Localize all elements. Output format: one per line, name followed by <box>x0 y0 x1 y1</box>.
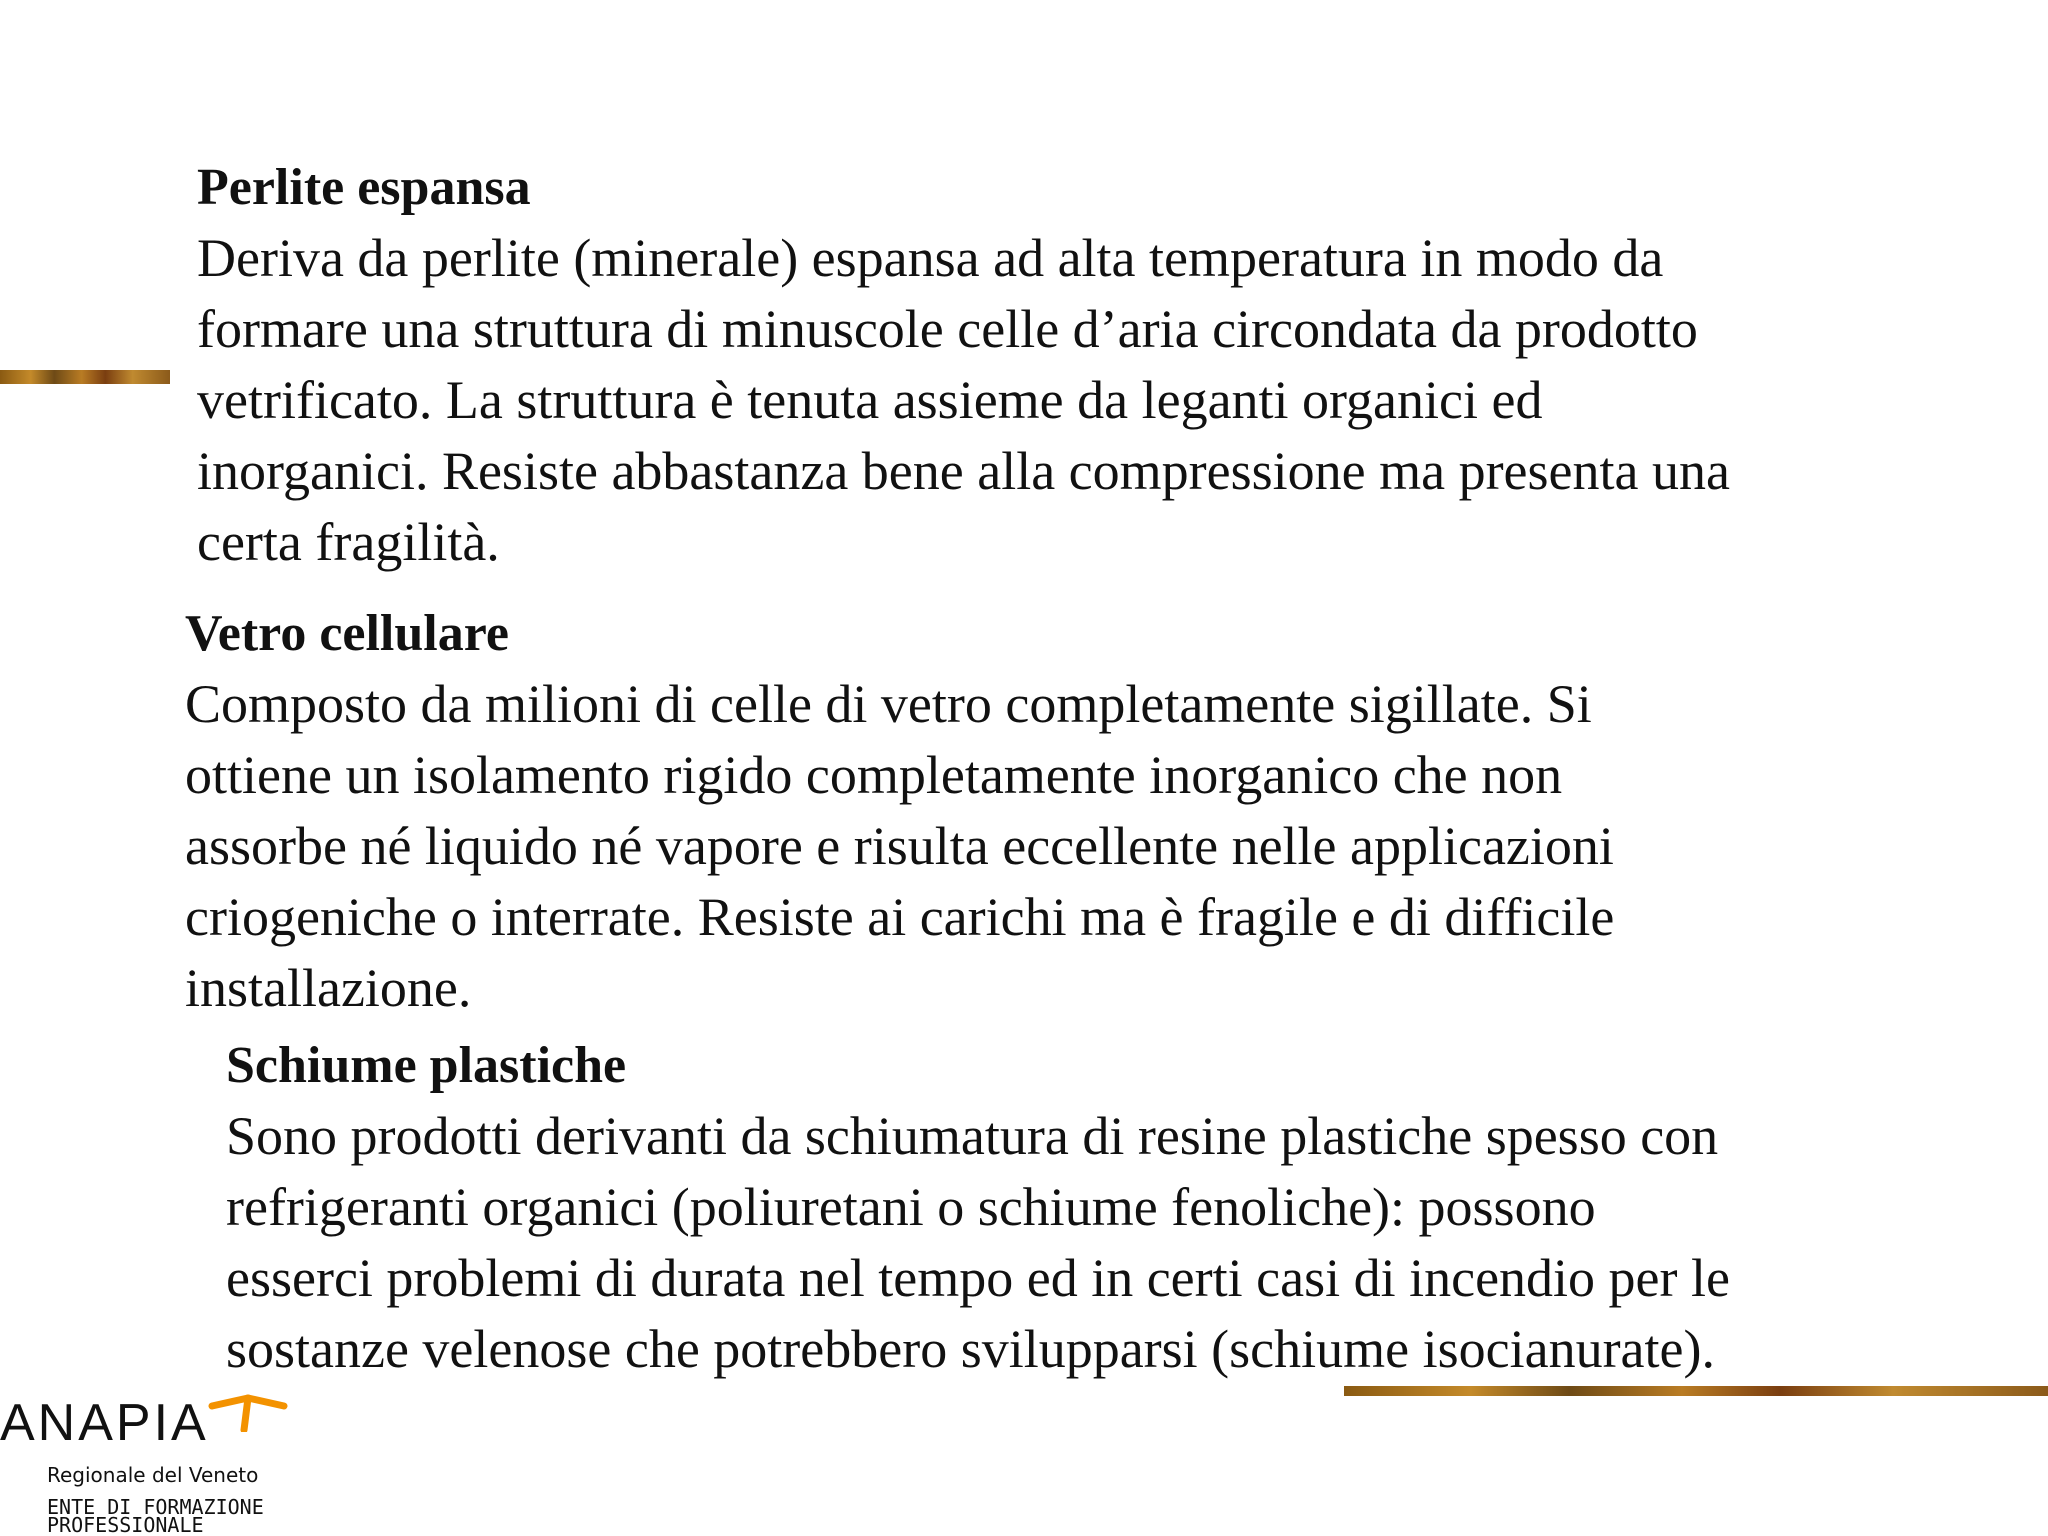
section-perlite-espansa <box>197 152 1897 578</box>
logo-accent-icon <box>208 1392 288 1432</box>
anapia-logo <box>0 1392 300 1536</box>
section-heading: Vetro cellulare <box>185 605 509 662</box>
section-heading: Schiume plastiche <box>226 1037 627 1094</box>
section-vetro-cellulare <box>185 598 1885 1024</box>
logo-subtitle-line2: ENTE DI FORMAZIONE <box>47 1495 264 1519</box>
section-heading: Perlite espansa <box>197 159 531 216</box>
section-body: Composto da milioni di celle di vetro completamente sigillate. Si ottiene un isolamento rigido completamente inorganico che non assorbe né liquido né vapore e risulta eccellente nelle applicazioni criogeniche o interrate. Resiste ai carichi ma è fragile e di difficile installazione. <box>185 674 1615 1018</box>
section-body: Sono prodotti derivanti da schiumatura di resine plastiche spesso con refrigeranti organici (poliuretani o schiume fenoliche): possono esserci problemi di durata nel tempo ed in certi casi di incendio per le sostanze velenose che potrebbero svilupparsi (schiume isocianurate). <box>226 1106 1730 1379</box>
section-body: Deriva da perlite (minerale) espansa ad alta temperatura in modo da formare una struttura di minuscole celle d’aria circondata da prodotto vetrificato. La struttura è tenuta assieme da leganti organici ed inorganici. Resiste abbastanza bene alla compressione ma presenta una certa fragilità. <box>197 228 1730 572</box>
logo-wordmark: ANAPIA <box>0 1394 209 1452</box>
decorative-bar-right <box>1344 1386 2048 1396</box>
section-schiume-plastiche <box>226 1030 1926 1385</box>
logo-subtitle-line3: PROFESSIONALE <box>47 1513 204 1536</box>
decorative-bar-left <box>0 370 170 384</box>
logo-subtitle-region: Regionale del Veneto <box>47 1463 259 1487</box>
